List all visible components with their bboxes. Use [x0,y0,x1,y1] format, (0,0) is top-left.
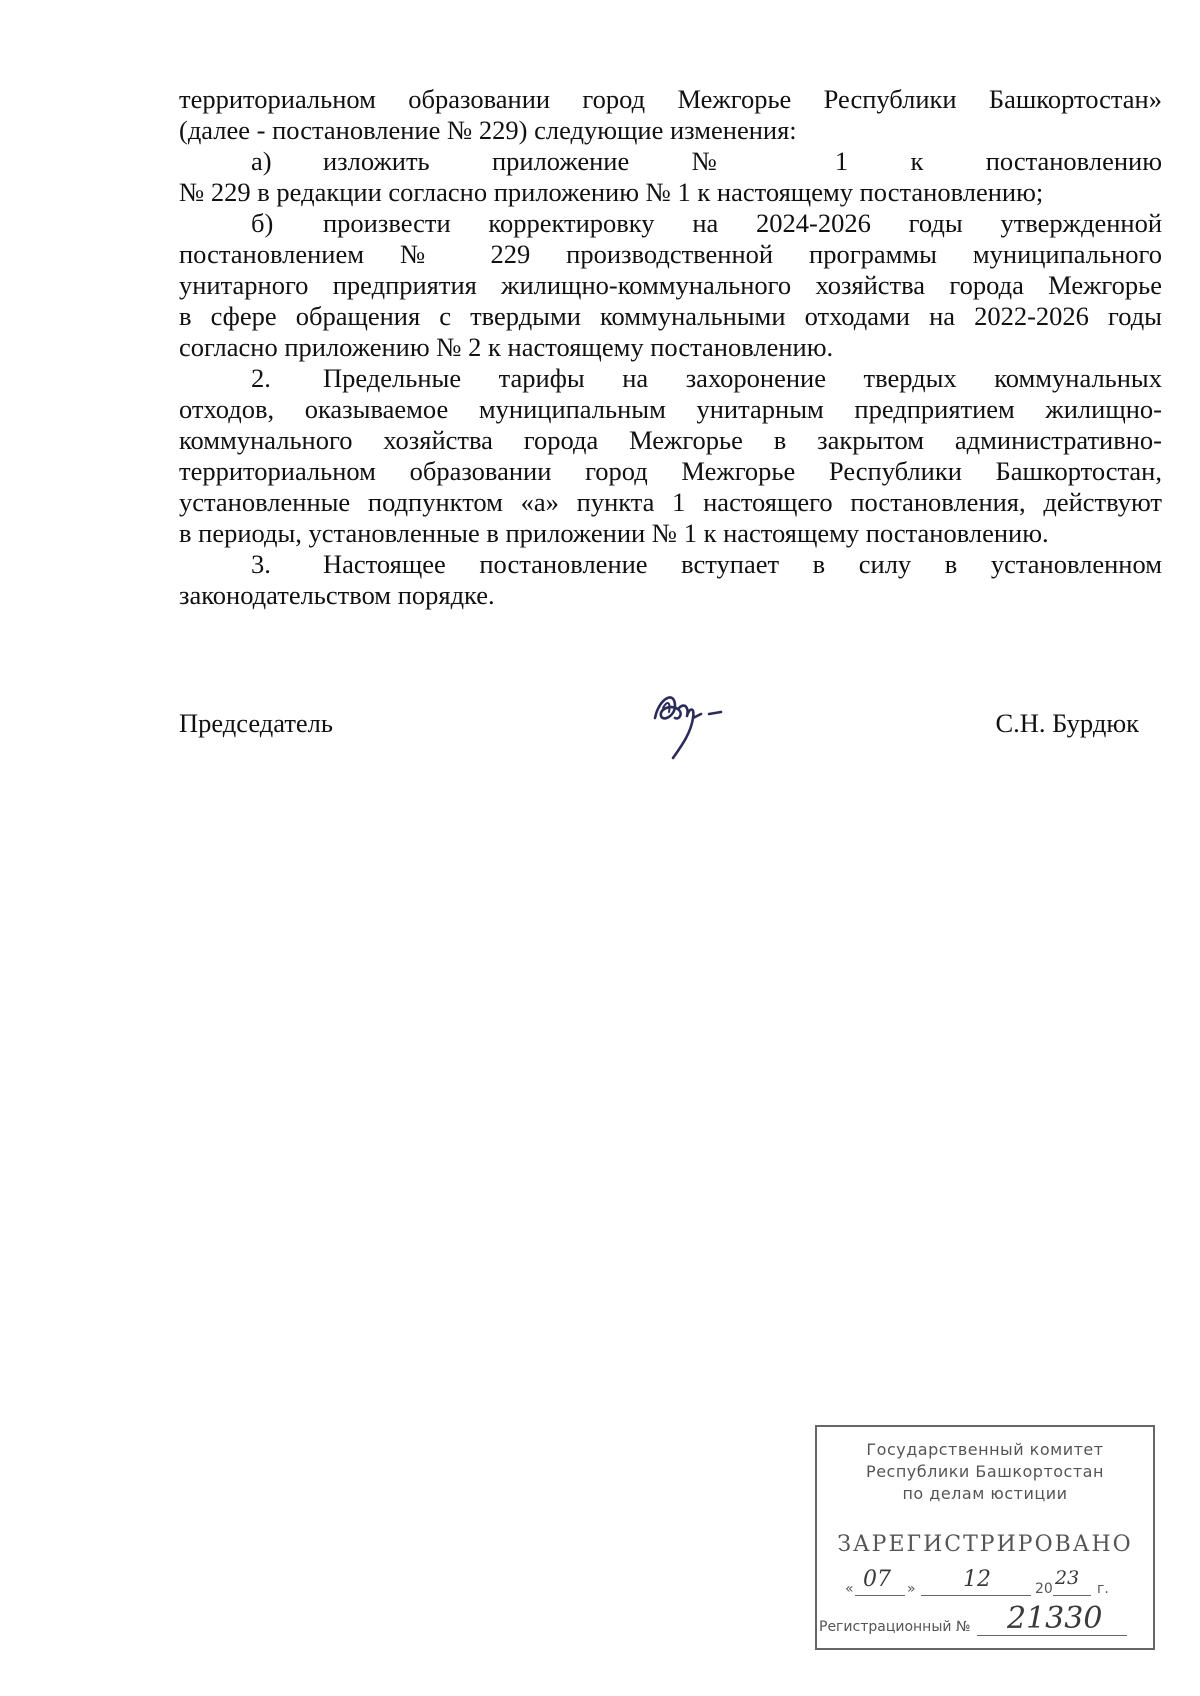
text-fragment: изложить приложение № 1 к постановлению [323,146,1162,176]
stamp-month: 12 [963,1567,991,1592]
text-line: постановлением № 229 производственной программы муниципального [179,239,1162,269]
handwritten-signature [645,678,735,768]
stamp-regnum-label: Регистрационный № [819,1619,971,1635]
stamp-org-line: Республики Башкортостан [866,1462,1104,1481]
stamp-year-prefix: 20 [1035,1581,1053,1597]
text-line: в сфере обращения с твердыми коммунальными отходами на 2022-2026 годы [179,301,1162,331]
stamp-date-row [845,1567,1135,1603]
text-line: территориальном образовании город Межгорье Республики Башкортостан, [179,456,1162,486]
stamp-org-line: по делам юстиции [902,1484,1068,1503]
stamp-year-unit: г. [1097,1581,1109,1597]
stamp-month-line [921,1595,1031,1596]
subitem-a-line [179,146,1162,177]
subitem-a-marker: а) [251,146,272,176]
stamp-year-suffix: 23 [1055,1567,1080,1589]
stamp-day: 07 [863,1567,891,1592]
text-line: законодательством порядке. [179,580,495,610]
text-line: отходов, оказываемое муниципальным унитарным предприятием жилищно- [179,394,1162,424]
stamp-year-line [1053,1595,1091,1596]
text-fragment: Предельные тарифы на захоронение твердых коммунальных [323,363,1162,393]
subitem-b-marker: б) [251,208,274,238]
stamp-regnum-value: 21330 [1007,1601,1103,1636]
signer-name: С.Н. Бурдюк [995,708,1139,738]
text-line: (далее - постановление № 229) следующие изменения: [179,115,797,145]
text-line: № 229 в редакции согласно приложению № 1 к настоящему постановлению; [179,177,1044,207]
stamp-organization [817,1439,1153,1505]
subitem-b-line [179,208,1162,239]
stamp-quote-open: « [845,1581,854,1597]
text-line: согласно приложению № 2 к настоящему постановлению. [179,332,834,362]
text-line: территориальном образовании город Межгорье Республики Башкортостан» [179,84,1162,114]
text-line: унитарного предприятия жилищно-коммунального хозяйства города Межгорье [179,270,1162,300]
stamp-regnum-row [817,1601,1147,1639]
paragraph-3-line [179,549,1162,580]
text-fragment: Настоящее постановление вступает в силу в установленном [323,549,1162,579]
signer-title: Председатель [179,708,333,738]
document-body [179,84,1162,611]
paragraph-2-line [179,363,1162,394]
stamp-org-line: Государственный комитет [866,1440,1104,1459]
text-fragment: произвести корректировку на 2024-2026 годы утвержденной [323,208,1162,238]
stamp-quote-close: » [907,1581,916,1597]
paragraph-2-marker: 2. [251,363,271,393]
text-line: в периоды, установленные в приложении № 1 к настоящему постановлению. [179,518,1049,548]
stamp-day-line [855,1595,905,1596]
text-line: установленные подпунктом «а» пункта 1 настоящего постановления, действуют [179,487,1162,517]
registration-stamp [815,1425,1155,1650]
stamp-status: ЗАРЕГИСТРИРОВАНО [837,1532,1133,1557]
text-line: коммунального хозяйства города Межгорье в закрытом административно- [179,425,1162,455]
paragraph-3-marker: 3. [251,549,271,579]
